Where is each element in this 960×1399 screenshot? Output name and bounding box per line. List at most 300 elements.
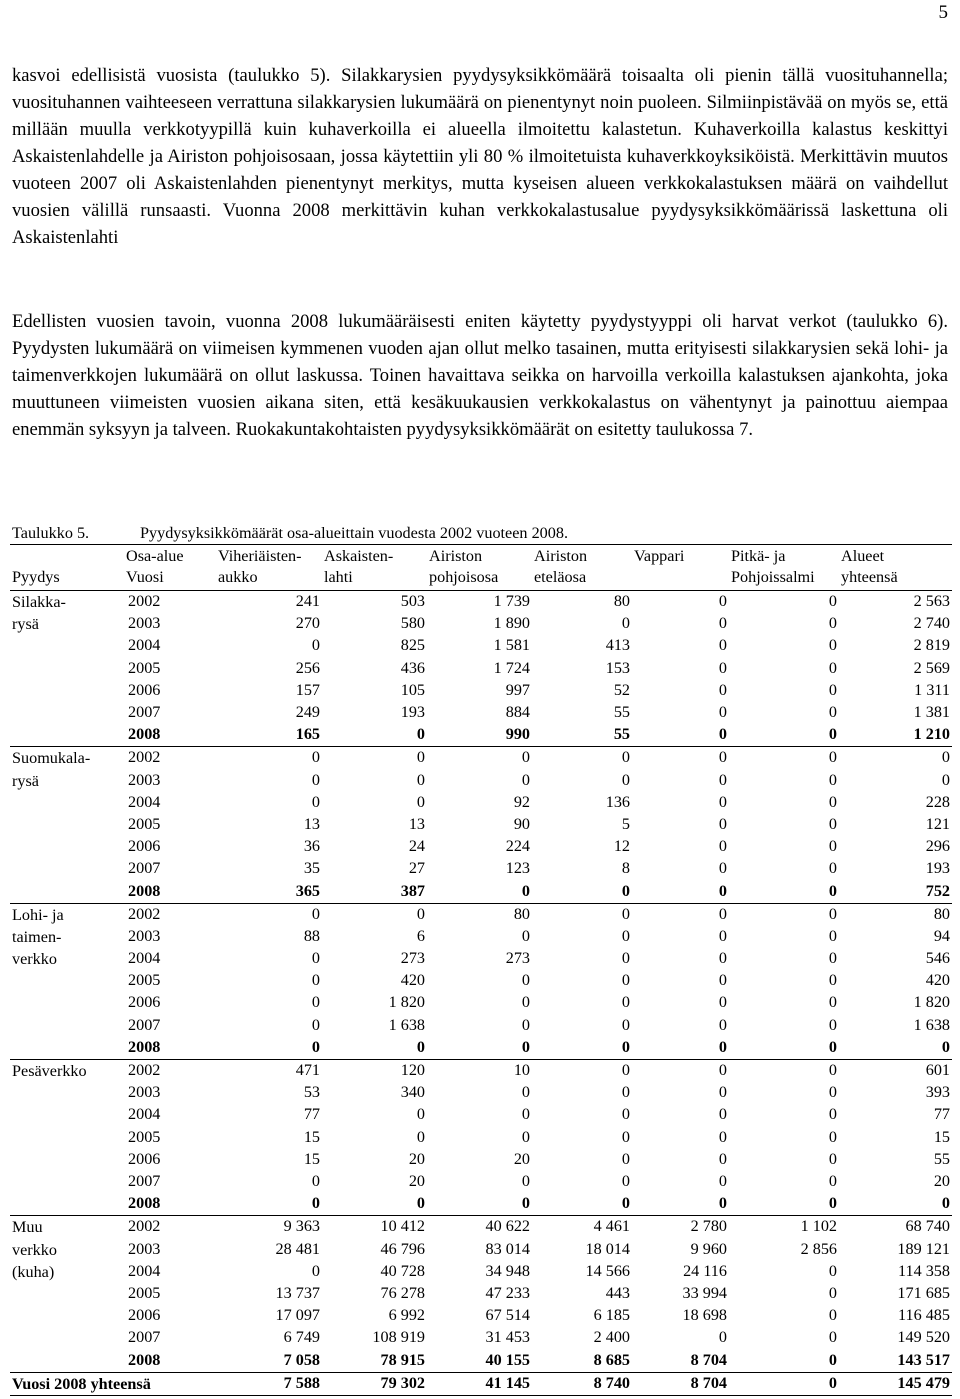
value-cell: 0 [718,971,727,990]
gear-type-cell: Suomukala- [12,749,91,768]
value-cell: 76 278 [380,1283,425,1302]
value-cell: 24 116 [683,1261,727,1280]
gear-type-cell [10,724,124,747]
column-header-line: Pohjoissalmi [731,568,815,586]
value-cell: 387 [322,881,427,904]
value-cell: 1 724 [493,658,530,677]
value-cell: 997 [505,680,530,699]
value-cell: 10 [513,1061,530,1080]
value-cell: 1 638 [388,1015,425,1034]
value-cell: 0 [311,971,320,990]
year-cell: 2002 [128,592,161,610]
table-row [10,970,952,992]
value-cell: 6 992 [388,1306,425,1325]
value-cell: 6 [416,926,425,945]
value-cell: 80 [613,592,630,610]
page-number: 5 [938,2,948,23]
value-cell: 40 728 [380,1261,425,1280]
value-cell: 0 [828,926,837,945]
value-cell: 2 563 [913,592,950,610]
column-header-line: yhteensä [841,568,898,586]
value-cell: 0 [311,993,320,1012]
value-cell: 0 [828,1283,837,1302]
value-cell: 0 [828,680,837,699]
year-cell: 2003 [128,614,161,633]
year-cell: 2005 [128,1283,161,1302]
value-cell: 20 [933,1172,950,1190]
gear-type-cell [10,1193,124,1216]
value-cell: 0 [828,636,837,655]
value-cell: 52 [613,680,630,699]
value-cell: 0 [828,702,837,721]
total-value-cell: 41 145 [427,1372,532,1395]
value-cell: 0 [521,1172,530,1190]
table-row [10,1149,952,1171]
value-cell: 0 [632,1193,729,1216]
table-row [10,992,952,1014]
value-cell: 0 [828,1172,837,1190]
column-header-line: lahti [324,568,353,586]
value-cell: 94 [933,926,950,945]
year-cell: 2008 [124,881,216,904]
value-cell: 28 481 [275,1239,320,1258]
value-cell: 0 [621,971,630,990]
value-cell: 0 [311,1015,320,1034]
gear-type-cell [10,1149,124,1171]
gear-type-cell [10,881,124,904]
value-cell: 20 [513,1149,530,1168]
value-cell: 13 [303,814,320,833]
table-body [10,591,952,1396]
value-cell: 0 [621,1149,630,1168]
value-cell: 0 [416,1127,425,1146]
table-row [10,948,952,970]
value-cell: 413 [605,636,630,655]
table-row [10,814,952,836]
gear-type-cell [10,702,124,724]
value-cell: 0 [828,814,837,833]
gear-type-cell [10,1283,124,1305]
column-header-line: aukko [218,568,258,586]
column-header-line: Alueet [841,547,885,565]
column-header-line: Airiston [534,547,588,565]
gear-type-cell: taimen- [12,927,62,946]
value-cell: 0 [718,993,727,1012]
value-cell: 0 [532,881,632,904]
value-cell: 0 [632,1037,729,1060]
value-cell: 0 [621,1127,630,1146]
value-cell: 143 517 [839,1350,952,1373]
value-cell: 241 [295,592,320,610]
year-cell: 2007 [128,1172,161,1190]
value-cell: 20 [408,1172,425,1190]
value-cell: 0 [828,993,837,1012]
value-cell: 0 [621,1015,630,1034]
total-row [10,1372,952,1395]
value-cell: 24 [408,837,425,856]
value-cell: 0 [621,748,630,767]
value-cell: 0 [828,1328,837,1347]
value-cell: 393 [925,1083,950,1102]
value-cell: 0 [621,1083,630,1102]
value-cell: 0 [416,748,425,767]
gear-type-cell [10,1350,124,1373]
year-cell: 2004 [128,792,161,811]
value-cell: 0 [521,770,530,789]
value-cell: 171 685 [897,1283,950,1302]
table-row [10,926,952,948]
value-cell: 0 [416,792,425,811]
table-row [10,881,952,904]
value-cell: 8 685 [532,1350,632,1373]
value-cell: 0 [941,748,950,767]
gear-type-cell: verkko [12,1240,57,1259]
value-cell: 33 994 [682,1283,727,1302]
value-cell: 40 155 [427,1350,532,1373]
value-cell: 0 [941,770,950,789]
value-cell: 0 [427,1193,532,1216]
year-cell: 2007 [128,1015,161,1034]
gear-type-cell [10,1327,124,1349]
value-cell: 601 [925,1061,950,1080]
value-cell: 0 [311,1261,320,1280]
year-cell: 2008 [124,1037,216,1060]
paragraph-2: Edellisten vuosien tavoin, vuonna 2008 lukumääräisesti eniten käytetty pyydystyyppi oli harvat verkot (taulukko 6). Pyydysten lukumäärä on viimeisen kymmenen vuoden ajan ollut melko tasainen, mutta erityisesti silakkarysien sekä lohi- ja taimenverkkojen lukumäärä on ollut laskussa. Toinen havaittava seikka on harvoilla verkoilla kalastuksen ajankohta, joka muuttuneen viimeisten vuosien aikana siten, että kesäkuukausien verkkokalastus on vähentynyt ja painottuu aiempaa enemmän syksyyn ja talveen. Ruokakuntakohtaisten pyydysyksikkömäärät on esitetty taulukossa 7. [12,311,948,440]
value-cell: 1 311 [914,680,950,699]
value-cell: 436 [400,658,425,677]
value-cell: 256 [295,658,320,677]
value-cell: 296 [925,837,950,856]
value-cell: 6 185 [593,1306,630,1325]
value-cell: 340 [400,1083,425,1102]
value-cell: 78 915 [322,1350,427,1373]
value-cell: 1 890 [493,614,530,633]
year-cell: 2006 [128,1149,161,1168]
year-cell: 2008 [124,1350,216,1373]
value-cell: 1 820 [913,993,950,1012]
year-cell: 2006 [128,993,161,1012]
value-cell: 46 796 [380,1239,425,1258]
value-cell: 34 948 [485,1261,530,1280]
value-cell: 80 [513,904,530,923]
column-header [10,545,124,591]
value-cell: 36 [303,837,320,856]
value-cell: 884 [505,702,530,721]
value-cell: 0 [521,971,530,990]
table-row [10,1060,952,1083]
value-cell: 108 919 [372,1328,425,1347]
paragraph-1: kasvoi edellisistä vuosista (taulukko 5). Silakkarysien pyydysyksikkömäärä toisaalta oli pienin tällä vuosituhannella; vuosituhannen vaihteeseen verrattuna silakkarysien lukumäärä on pienentynyt noin puoleen. Silmiinpistävää on myös se, että millään muulla verkkotyypillä kuin kuhaverkoilla ei alueella ilmoitettu kalastetun. Kuhaverkoilla kalastus keskittyi Askaistenlahdelle ja Airiston pohjoisosaan, jossa käytettiin yli 80 % ilmoitetuista kuhaverkkoyksiköistä. Merkittävin muutos vuoteen 2007 oli Askaistenlahden pienentynyt merkitys, mutta kyseisen alueen verkkokalastuksen määrä on vaihdellut vuosien välillä runsaasti. Vuonna 2008 merkittävin kuhan verkkokalastusalue pyydysyksikkömäärissä laskettuna oli Askaistenlahti [12,65,948,248]
value-cell: 0 [718,1127,727,1146]
total-value-cell: 7 588 [216,1372,322,1395]
table-row [10,770,952,792]
value-cell: 31 453 [485,1328,530,1347]
total-value-cell: 0 [729,1372,839,1395]
value-cell: 752 [839,881,952,904]
value-cell: 40 622 [485,1217,530,1236]
table-row [10,658,952,680]
value-cell: 0 [311,904,320,923]
value-cell: 0 [311,636,320,655]
value-cell: 193 [925,859,950,878]
value-cell: 0 [828,1061,837,1080]
column-header-line: Viheriäisten- [218,547,302,565]
value-cell: 68 740 [905,1217,950,1236]
value-cell: 35 [303,859,320,878]
value-cell: 0 [621,770,630,789]
value-cell: 249 [295,702,320,721]
value-cell: 0 [621,926,630,945]
table-row [10,792,952,814]
value-cell: 0 [532,1037,632,1060]
value-cell: 0 [416,770,425,789]
value-cell: 120 [400,1061,425,1080]
table-row [10,1082,952,1104]
value-cell: 0 [718,636,727,655]
value-cell: 9 363 [283,1217,320,1236]
year-cell: 2007 [128,859,161,878]
value-cell: 153 [605,658,630,677]
value-cell: 0 [828,748,837,767]
value-cell: 2 780 [690,1217,727,1236]
value-cell: 18 014 [585,1239,630,1258]
value-cell: 0 [828,614,837,633]
value-cell: 1 739 [493,592,530,610]
gear-type-cell: Lohi- ja [12,905,64,924]
table-row [10,858,952,880]
value-cell: 2 819 [913,636,950,655]
value-cell: 0 [718,837,727,856]
gear-type-cell [10,992,124,1014]
table-title: Pyydysyksikkömäärät osa-alueittain vuodesta 2002 vuoteen 2008. [140,524,568,542]
table-row [10,1305,952,1327]
value-cell: 0 [828,904,837,923]
table-row [10,1104,952,1126]
column-header-line: eteläosa [534,568,587,586]
value-cell: 0 [216,1037,322,1060]
value-cell: 0 [718,1061,727,1080]
value-cell: 0 [828,1261,837,1280]
total-value-cell: 145 479 [839,1372,952,1395]
year-cell: 2006 [128,680,161,699]
table-row [10,1127,952,1149]
year-cell: 2007 [128,702,161,721]
gear-type-cell [10,635,124,657]
value-cell: 1 581 [493,636,530,655]
value-cell: 0 [828,1105,837,1124]
value-cell: 90 [513,814,530,833]
value-cell: 157 [295,680,320,699]
value-cell: 990 [427,724,532,747]
table-row [10,702,952,724]
value-cell: 15 [303,1149,320,1168]
year-cell: 2004 [128,949,161,968]
year-cell: 2005 [128,1127,161,1146]
column-header [632,545,729,591]
total-value-cell: 8 740 [532,1372,632,1395]
year-cell: 2002 [128,1217,161,1236]
gear-type-cell [10,1305,124,1327]
value-cell: 8 704 [632,1350,729,1373]
value-cell: 17 097 [275,1306,320,1325]
value-cell: 0 [416,904,425,923]
year-cell: 2004 [128,1105,161,1124]
value-cell: 136 [605,792,630,811]
gear-type-cell: Silakka- [12,593,66,611]
total-label: Vuosi 2008 yhteensä [10,1372,216,1395]
column-header-line: Vappari [634,547,685,565]
column-header-line: Askaisten- [324,547,394,565]
value-cell: 1 820 [388,993,425,1012]
value-cell: 15 [303,1127,320,1146]
table-row [10,1350,952,1373]
value-cell: 0 [718,926,727,945]
value-cell: 273 [400,949,425,968]
column-header-line: Vuosi [126,568,164,586]
value-cell: 270 [295,614,320,633]
value-cell: 0 [416,1105,425,1124]
table-row [10,724,952,747]
value-cell: 0 [729,1037,839,1060]
value-cell: 1 102 [800,1217,837,1236]
value-cell: 0 [828,592,837,610]
gear-type-cell [10,658,124,680]
value-cell: 2 856 [800,1239,837,1258]
value-cell: 0 [311,770,320,789]
value-cell: 0 [216,1193,322,1216]
value-cell: 0 [828,1083,837,1102]
value-cell: 55 [532,724,632,747]
value-cell: 1 210 [839,724,952,747]
column-header-line: pohjoisosa [429,568,499,586]
value-cell: 0 [621,949,630,968]
table-row [10,680,952,702]
year-cell: 2003 [128,1239,161,1258]
value-cell: 0 [311,949,320,968]
value-cell: 0 [632,881,729,904]
value-cell: 0 [718,949,727,968]
value-cell: 0 [718,1172,727,1190]
value-cell: 7 058 [216,1350,322,1373]
value-cell: 123 [505,859,530,878]
table-row [10,1239,952,1261]
gear-type-cell [10,1104,124,1126]
value-cell: 0 [521,1105,530,1124]
value-cell: 0 [729,881,839,904]
value-cell: 0 [718,680,727,699]
value-cell: 9 960 [690,1239,727,1258]
table-row [10,747,952,770]
value-cell: 0 [839,1037,952,1060]
year-cell: 2004 [128,636,161,655]
table-row [10,1193,952,1216]
year-cell: 2003 [128,926,161,945]
value-cell: 83 014 [485,1239,530,1258]
value-cell: 0 [828,1149,837,1168]
table-row [10,1015,952,1037]
value-cell: 165 [216,724,322,747]
value-cell: 0 [839,1193,952,1216]
value-cell: 0 [718,1105,727,1124]
value-cell: 0 [718,859,727,878]
gear-type-cell [10,792,124,814]
gear-type-cell: Pesäverkko [12,1062,87,1081]
table-caption [12,524,948,543]
gear-type-cell [10,858,124,880]
table-row [10,1216,952,1239]
value-cell: 10 412 [380,1217,425,1236]
table-row [10,635,952,657]
value-cell: 825 [400,636,425,655]
value-cell: 0 [322,1193,427,1216]
value-cell: 0 [718,748,727,767]
column-header [729,545,839,591]
value-cell: 0 [427,881,532,904]
table-row [10,1327,952,1349]
column-header [839,545,952,591]
value-cell: 0 [322,724,427,747]
value-cell: 0 [729,724,839,747]
year-cell: 2005 [128,814,161,833]
value-cell: 0 [828,949,837,968]
value-cell: 0 [828,1306,837,1325]
table-header-row [10,545,952,591]
year-cell: 2005 [128,658,161,677]
value-cell: 80 [933,904,950,923]
gear-units-table [10,544,952,1396]
value-cell: 0 [718,904,727,923]
value-cell: 0 [828,971,837,990]
column-header-line: Pitkä- ja [731,547,786,565]
value-cell: 443 [605,1283,630,1302]
table-row [10,1261,952,1283]
value-cell: 365 [216,881,322,904]
value-cell: 1 381 [913,702,950,721]
value-cell: 0 [621,614,630,633]
value-cell: 55 [933,1149,950,1168]
value-cell: 13 737 [275,1283,320,1302]
value-cell: 88 [303,926,320,945]
value-cell: 0 [621,1061,630,1080]
table-label: Taulukko 5. [12,524,90,542]
value-cell: 13 [408,814,425,833]
value-cell: 0 [729,1193,839,1216]
column-header [532,545,632,591]
value-cell: 0 [322,1037,427,1060]
value-cell: 0 [521,926,530,945]
value-cell: 92 [513,792,530,811]
gear-type-cell [10,814,124,836]
value-cell: 0 [718,770,727,789]
value-cell: 0 [521,748,530,767]
value-cell: 116 485 [897,1306,950,1325]
value-cell: 0 [718,658,727,677]
gear-type-cell [10,1171,124,1193]
value-cell: 0 [718,702,727,721]
value-cell: 0 [828,837,837,856]
value-cell: 0 [621,1172,630,1190]
table-row [10,1037,952,1060]
table-row [10,903,952,926]
year-cell: 2003 [128,770,161,789]
value-cell: 0 [729,1350,839,1373]
value-cell: 0 [718,814,727,833]
column-header-line: Osa-alue [126,547,184,565]
value-cell: 6 749 [283,1328,320,1347]
value-cell: 193 [400,702,425,721]
gear-type-cell: rysä [12,615,39,634]
value-cell: 0 [532,1193,632,1216]
